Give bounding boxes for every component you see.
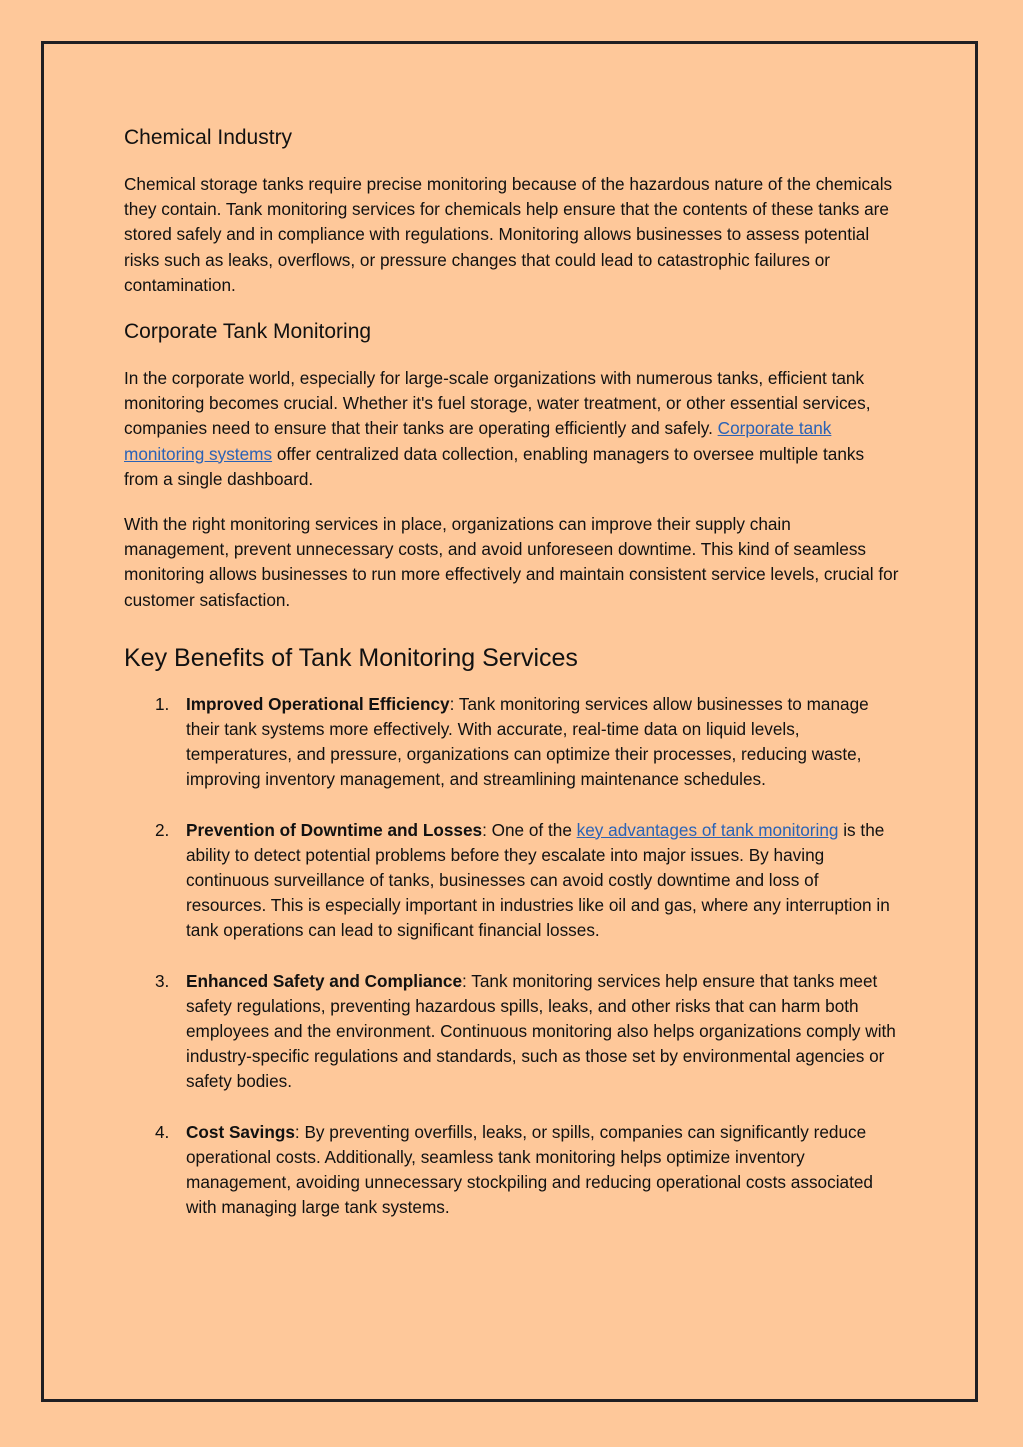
chemical-industry-paragraph: Chemical storage tanks require precise monitoring because of the hazardous nature of the chemicals they contain. Tank monitoring services for chemicals help ensure that the contents of these tanks are stored safely and in compliance with regulations. Monitoring allows businesses to assess potential risks such as leaks, overflows, or pressure changes that could lead to catastrophic failures or contamination. [124,174,893,295]
benefit-item [124,818,899,944]
key-advantages-link[interactable]: key advantages of tank monitoring [576,819,839,840]
benefit-text: : Tank monitoring services help ensure that tanks meet safety regulations, preventing hazardous spills, leaks, and other risks that can harm both employees and the environment. Continuous monitoring also helps organizations comply with industry-specific regulations and standards, such as those set by environmental agencies or safety bodies. [186,970,896,1092]
corporate-monitoring-paragraph [124,366,899,492]
benefit-item [124,1120,899,1221]
list-number: 3. [155,970,170,991]
benefit-text-before: : One of the [482,819,577,840]
list-number: 1. [155,693,170,714]
benefits-list [124,692,899,1221]
benefit-text: : Tank monitoring services allow businesses to manage their tank systems more effectively. With accurate, real-time data on liquid levels, temperatures, and pressure, organizations can optimize their processes, reducing waste, improving inventory management, and streamlining maintenance schedules. [186,693,869,790]
key-benefits-heading: Key Benefits of Tank Monitoring Services [124,643,578,672]
benefit-item [124,969,899,1095]
benefit-text-after: is the ability to detect potential problems before they escalate into major issues. By having continuous surveillance of tanks, businesses can avoid costly downtime and loss of resources. This is especially important in industries like oil and gas, where any interruption in tank operations can lead to significant financial losses. [186,819,890,941]
list-number: 4. [155,1121,170,1142]
chemical-industry-heading: Chemical Industry [124,126,293,149]
corporate-monitoring-heading: Corporate Tank Monitoring [124,320,372,344]
corporate-monitoring-paragraph-2: With the right monitoring services in place, organizations can improve their supply chain management, prevent unnecessary costs, and avoid unforeseen downtime. This kind of seamless monitoring allows businesses to run more effectively and maintain consistent service levels, crucial for customer satisfaction. [124,514,899,610]
document-content [124,124,899,1246]
corporate-tank-monitoring-link[interactable]: Corporate tank monitoring systems [124,418,832,464]
benefit-text: : By preventing overfills, leaks, or spills, companies can significantly reduce operational costs. Additionally, seamless tank monitoring helps optimize inventory management, avoiding unnecessary stockpiling and reducing operational costs associated with managing large tank systems. [186,1121,873,1218]
benefit-item [124,692,899,793]
benefit-term: Cost Savings [186,1121,295,1142]
benefit-term: Enhanced Safety and Compliance [186,970,463,991]
benefit-term: Improved Operational Efficiency [186,693,450,714]
corporate-paragraph-text-before: In the corporate world, especially for large-scale organizations with numerous tanks, efficient tank monitoring becomes crucial. Whether it's fuel storage, water treatment, or other essential services, companies need to ensure that their tanks are operating efficiently and safely. [124,368,871,439]
list-number: 2. [155,819,170,840]
benefit-term: Prevention of Downtime and Losses [186,819,483,840]
corporate-paragraph-text-after: offer centralized data collection, enabling managers to oversee multiple tanks from a single dashboard. [124,443,865,489]
